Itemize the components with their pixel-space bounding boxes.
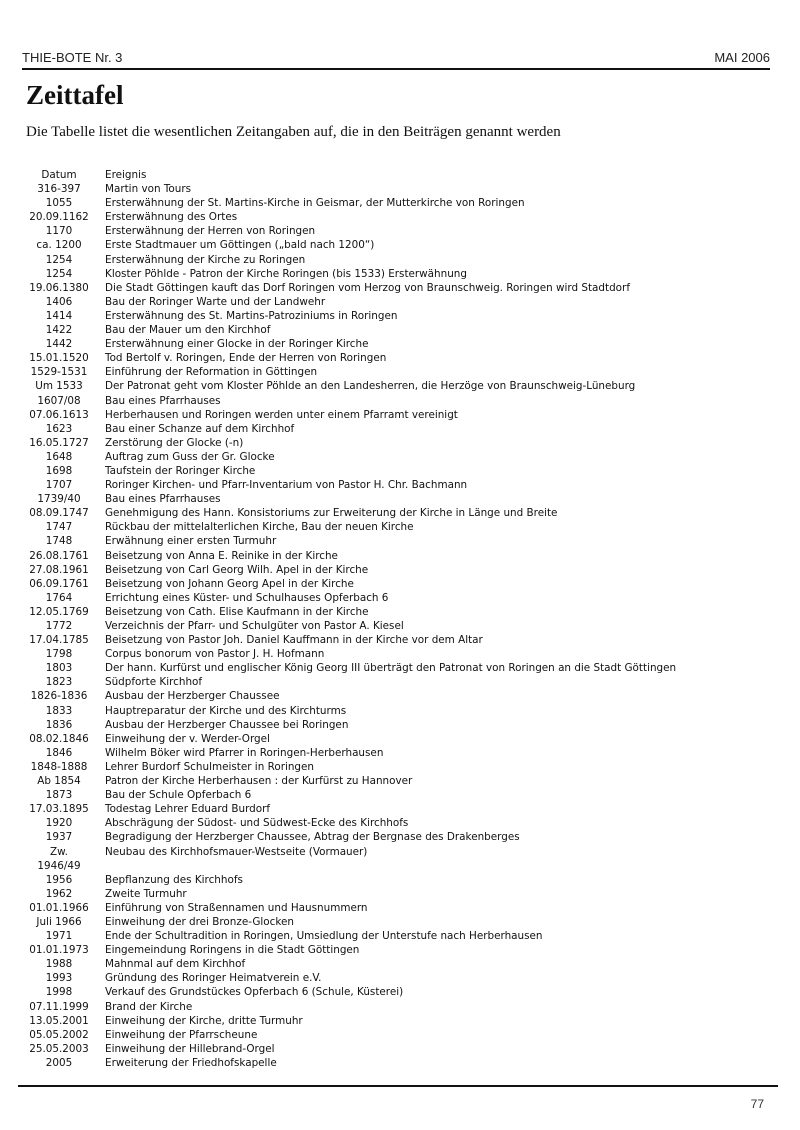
cell-date: 1848-1888 <box>30 760 88 773</box>
cell-event: Beisetzung von Johann Georg Apel in der Kirche <box>105 577 354 590</box>
cell-event: Einweihung der drei Bronze-Glocken <box>105 915 294 928</box>
cell-event: Beisetzung von Pastor Joh. Daniel Kauffmann in der Kirche vor dem Altar <box>105 634 483 647</box>
cell-event: Kloster Pöhlde - Patron der Kirche Roringen (bis 1533) Ersterwähnung <box>105 267 467 280</box>
cell-event: Errichtung eines Küster- und Schulhauses Opferbach 6 <box>105 591 389 604</box>
cell-event: Wilhelm Böker wird Pfarrer in Roringen-Herberhausen <box>105 746 384 759</box>
table-row <box>18 309 778 323</box>
table-row <box>18 985 778 999</box>
cell-event: Ersterwähnung der St. Martins-Kirche in Geismar, der Mutterkirche von Roringen <box>105 197 525 210</box>
cell-date: Zw. <box>50 845 68 858</box>
cell-event: Zerstörung der Glocke (-n) <box>105 436 244 449</box>
table-row <box>18 1028 778 1042</box>
cell-event: Ausbau der Herzberger Chaussee bei Roringen <box>105 718 349 731</box>
table-row <box>18 591 778 605</box>
cell-event: Todestag Lehrer Eduard Burdorf <box>105 803 271 816</box>
table-row <box>18 267 778 281</box>
cell-event: Einweihung der Hillebrand-Orgel <box>105 1042 275 1055</box>
table-row <box>18 859 778 873</box>
table-row <box>18 478 778 492</box>
cell-date: 08.02.1846 <box>29 732 89 745</box>
issue-date: MAI 2006 <box>714 50 770 65</box>
cell-date: 1748 <box>45 535 73 548</box>
cell-event: Herberhausen und Roringen werden unter einem Pfarramt vereinigt <box>105 408 458 421</box>
cell-date: 1414 <box>45 309 73 322</box>
table-row <box>18 450 778 464</box>
cell-date: 06.09.1761 <box>29 577 89 590</box>
footer-rule <box>18 1085 778 1087</box>
cell-date: 1422 <box>45 324 73 337</box>
intro-text: Die Tabelle listet die wesentlichen Zeitangaben auf, die in den Beiträgen genannt werden <box>26 124 561 140</box>
cell-date: 1962 <box>45 887 73 900</box>
cell-event: Taufstein der Roringer Kirche <box>105 464 256 477</box>
table-row <box>18 845 778 859</box>
table-row <box>18 718 778 732</box>
cell-date: 07.11.1999 <box>29 1000 89 1013</box>
cell-date: 17.03.1895 <box>29 803 89 816</box>
table-row <box>18 675 778 689</box>
cell-date: 1823 <box>45 676 73 689</box>
table-row <box>18 351 778 365</box>
cell-event: Der Patronat geht vom Kloster Pöhlde an den Landesherren, die Herzöge von Braunschweig-Lüneburg <box>105 380 636 393</box>
cell-date: 1764 <box>45 591 73 604</box>
cell-event: Bau einer Schanze auf dem Kirchhof <box>105 422 295 435</box>
cell-date: 15.01.1520 <box>29 352 89 365</box>
cell-event: Eingemeindung Roringens in die Stadt Göttingen <box>105 944 360 957</box>
cell-date: 1988 <box>45 958 73 971</box>
cell-event: Beisetzung von Cath. Elise Kaufmann in der Kirche <box>105 605 369 618</box>
cell-date: 1055 <box>45 197 73 210</box>
table-row <box>18 915 778 929</box>
cell-date: 16.05.1727 <box>29 436 89 449</box>
cell-date: 27.08.1961 <box>29 563 89 576</box>
cell-date: 1406 <box>45 295 73 308</box>
table-row <box>18 788 778 802</box>
table-row <box>18 182 778 196</box>
table-row <box>18 816 778 830</box>
table-row <box>18 971 778 985</box>
cell-date: Juli 1966 <box>36 915 82 928</box>
cell-event: Einführung der Reformation in Göttingen <box>105 366 318 379</box>
table-row <box>18 704 778 718</box>
table-row <box>18 732 778 746</box>
cell-date: Ab 1854 <box>37 775 81 788</box>
cell-event: Erwähnung einer ersten Turmuhr <box>105 535 277 548</box>
cell-date: 1254 <box>45 253 73 266</box>
table-row <box>18 563 778 577</box>
cell-event: Die Stadt Göttingen kauft das Dorf Roringen vom Herzog von Braunschweig. Roringen wird Stadtdorf <box>105 281 630 294</box>
cell-date: 1698 <box>45 464 73 477</box>
cell-event: Gründung des Roringer Heimatverein e.V. <box>105 972 322 985</box>
table-row <box>18 394 778 408</box>
cell-date: 08.09.1747 <box>29 507 89 520</box>
cell-event: Bau eines Pfarrhauses <box>105 493 221 506</box>
table-row <box>18 1000 778 1014</box>
page-number: 77 <box>750 1097 764 1111</box>
cell-event: Verkauf des Grundstückes Opferbach 6 (Schule, Küsterei) <box>105 986 404 999</box>
table-row <box>18 295 778 309</box>
cell-event: Bau der Schule Opferbach 6 <box>105 789 252 802</box>
table-row <box>18 830 778 844</box>
cell-date: 01.01.1966 <box>29 901 89 914</box>
cell-date: 1739/40 <box>37 493 81 506</box>
cell-event: Patron der Kirche Herberhausen : der Kurfürst zu Hannover <box>105 775 413 788</box>
table-row <box>18 422 778 436</box>
table-row <box>18 802 778 816</box>
table-row <box>18 323 778 337</box>
table-row <box>18 408 778 422</box>
cell-event: Bau eines Pfarrhauses <box>105 394 221 407</box>
cell-event: Der hann. Kurfürst und englischer König Georg III überträgt den Patronat von Roringen an die Stadt Göttingen <box>105 662 677 675</box>
table-row <box>18 549 778 563</box>
cell-date: 1607/08 <box>37 394 81 407</box>
table-row <box>18 929 778 943</box>
cell-event: Ende der Schultradition in Roringen, Umsiedlung der Unterstufe nach Herberhausen <box>105 930 543 943</box>
table-row <box>18 647 778 661</box>
cell-event: Corpus bonorum von Pastor J. H. Hofmann <box>105 648 325 661</box>
cell-event: Neubau des Kirchhofsmauer-Westseite (Vormauer) <box>105 845 368 858</box>
table-row <box>18 577 778 591</box>
header-rule <box>22 68 770 70</box>
cell-event: Erweiterung der Friedhofskapelle <box>105 1056 277 1069</box>
cell-event: Begradigung der Herzberger Chaussee, Abtrag der Bergnase des Drakenberges <box>105 831 520 844</box>
cell-date: 2005 <box>45 1056 73 1069</box>
cell-event: Beisetzung von Carl Georg Wilh. Apel in der Kirche <box>105 563 369 576</box>
cell-date: 19.06.1380 <box>29 281 89 294</box>
column-header-date: Datum <box>41 169 77 181</box>
cell-date: ca. 1200 <box>36 239 82 252</box>
cell-event: Verzeichnis der Pfarr- und Schulgüter von Pastor A. Kiesel <box>105 620 404 632</box>
cell-date: 316-397 <box>37 183 81 196</box>
cell-event: Tod Bertolf v. Roringen, Ende der Herren von Roringen <box>105 352 387 365</box>
cell-event: Mahnmal auf dem Kirchhof <box>105 958 246 971</box>
cell-date: 1798 <box>45 648 73 661</box>
cell-event: Ersterwähnung des St. Martins-Patroziniums in Roringen <box>105 309 398 322</box>
table-row <box>18 605 778 619</box>
table-row <box>18 619 778 633</box>
cell-event: Bepflanzung des Kirchhofs <box>105 873 243 886</box>
cell-date: 17.04.1785 <box>29 634 89 647</box>
table-row <box>18 760 778 774</box>
cell-event: Einweihung der v. Werder-Orgel <box>105 732 270 745</box>
table-row <box>18 746 778 760</box>
cell-date: 1623 <box>45 422 73 435</box>
cell-date: 1747 <box>45 521 73 534</box>
table-row <box>18 520 778 534</box>
table-row <box>18 337 778 351</box>
cell-event: Rückbau der mittelalterlichen Kirche, Bau der neuen Kirche <box>105 521 414 534</box>
cell-date: 12.05.1769 <box>29 605 89 618</box>
table-row <box>18 957 778 971</box>
cell-event: Martin von Tours <box>105 183 192 196</box>
cell-event: Abschrägung der Südost- und Südwest-Ecke des Kirchhofs <box>105 817 409 830</box>
publication-name: THIE-BOTE Nr. 3 <box>22 50 123 65</box>
table-row <box>18 689 778 703</box>
cell-event: Erste Stadtmauer um Göttingen („bald nach 1200“) <box>105 239 375 252</box>
cell-date: 1648 <box>45 450 73 463</box>
table-row <box>18 534 778 548</box>
cell-event: Südpforte Kirchhof <box>105 676 203 689</box>
cell-date: 1993 <box>45 972 73 985</box>
table-row <box>18 464 778 478</box>
cell-event: Zweite Turmuhr <box>105 887 187 900</box>
cell-date: 1971 <box>45 930 73 943</box>
cell-date: 1998 <box>45 986 73 999</box>
cell-date: 1833 <box>45 704 73 717</box>
cell-date: 13.05.2001 <box>29 1014 89 1027</box>
table-row <box>18 661 778 675</box>
table-row <box>18 943 778 957</box>
cell-event: Beisetzung von Anna E. Reinike in der Kirche <box>105 549 338 562</box>
table-row <box>18 1014 778 1028</box>
table-row <box>18 253 778 267</box>
table-row <box>18 506 778 520</box>
cell-date: 1803 <box>45 662 73 675</box>
cell-event: Hauptreparatur der Kirche und des Kirchturms <box>105 704 347 717</box>
table-row <box>18 238 778 252</box>
table-row <box>18 365 778 379</box>
cell-date: 1772 <box>45 620 73 632</box>
cell-event: Brand der Kirche <box>105 1000 193 1013</box>
table-row <box>18 492 778 506</box>
column-header-event: Ereignis <box>105 169 147 181</box>
table-row <box>18 281 778 295</box>
cell-date: 1529-1531 <box>30 366 88 379</box>
cell-date: 25.05.2003 <box>29 1042 89 1055</box>
table-row <box>18 633 778 647</box>
page-header <box>22 50 770 70</box>
cell-event: Ersterwähnung der Kirche zu Roringen <box>105 253 306 266</box>
cell-date: 07.06.1613 <box>29 408 89 421</box>
cell-date: Um 1533 <box>35 380 83 393</box>
cell-event <box>100 859 778 873</box>
cell-date: 1873 <box>45 789 73 802</box>
cell-event: Einführung von Straßennamen und Hausnummern <box>105 901 368 914</box>
cell-date: 26.08.1761 <box>29 549 89 562</box>
cell-date: 1254 <box>45 267 73 280</box>
table-row <box>18 774 778 788</box>
cell-date: 1826-1836 <box>30 690 88 703</box>
table-row <box>18 901 778 915</box>
table-row <box>18 210 778 224</box>
cell-event: Einweihung der Pfarrscheune <box>105 1028 258 1041</box>
table-row <box>18 224 778 238</box>
cell-event: Bau der Mauer um den Kirchhof <box>105 324 271 337</box>
table-row <box>18 379 778 393</box>
cell-event: Bau der Roringer Warte und der Landwehr <box>105 295 326 308</box>
cell-date: 1956 <box>45 873 73 886</box>
cell-date: 1170 <box>45 225 73 238</box>
table-row <box>18 436 778 450</box>
timeline-body <box>18 182 778 1070</box>
page-title: Zeittafel <box>26 80 124 110</box>
cell-date: 1836 <box>45 718 73 731</box>
cell-date: 01.01.1973 <box>29 944 89 957</box>
cell-event: Genehmigung des Hann. Konsistoriums zur Erweiterung der Kirche in Länge und Breite <box>105 507 558 520</box>
cell-event: Roringer Kirchen- und Pfarr-Inventarium von Pastor H. Chr. Bachmann <box>105 479 468 492</box>
cell-date: 1846 <box>45 746 73 759</box>
table-row <box>18 873 778 887</box>
cell-event: Ersterwähnung einer Glocke in der Roringer Kirche <box>105 338 369 351</box>
cell-date: 1920 <box>45 817 73 830</box>
cell-event: Ausbau der Herzberger Chaussee <box>105 690 280 703</box>
cell-date: 1946/49 <box>37 859 81 872</box>
table-row <box>18 1056 778 1070</box>
table-header-row <box>18 168 778 182</box>
cell-event: Ersterwähnung des Ortes <box>105 211 238 224</box>
cell-date: 1707 <box>45 479 73 492</box>
cell-date: 1442 <box>45 338 73 351</box>
timeline-table <box>18 168 778 1070</box>
cell-event: Einweihung der Kirche, dritte Turmuhr <box>105 1014 303 1027</box>
cell-date: 1937 <box>45 831 73 844</box>
table-row <box>18 887 778 901</box>
cell-event: Lehrer Burdorf Schulmeister in Roringen <box>105 760 315 773</box>
cell-date: 05.05.2002 <box>29 1028 89 1041</box>
cell-event: Auftrag zum Guss der Gr. Glocke <box>105 450 275 463</box>
cell-event: Ersterwähnung der Herren von Roringen <box>105 225 316 238</box>
table-row <box>18 196 778 210</box>
cell-date: 20.09.1162 <box>29 211 89 224</box>
table-row <box>18 1042 778 1056</box>
